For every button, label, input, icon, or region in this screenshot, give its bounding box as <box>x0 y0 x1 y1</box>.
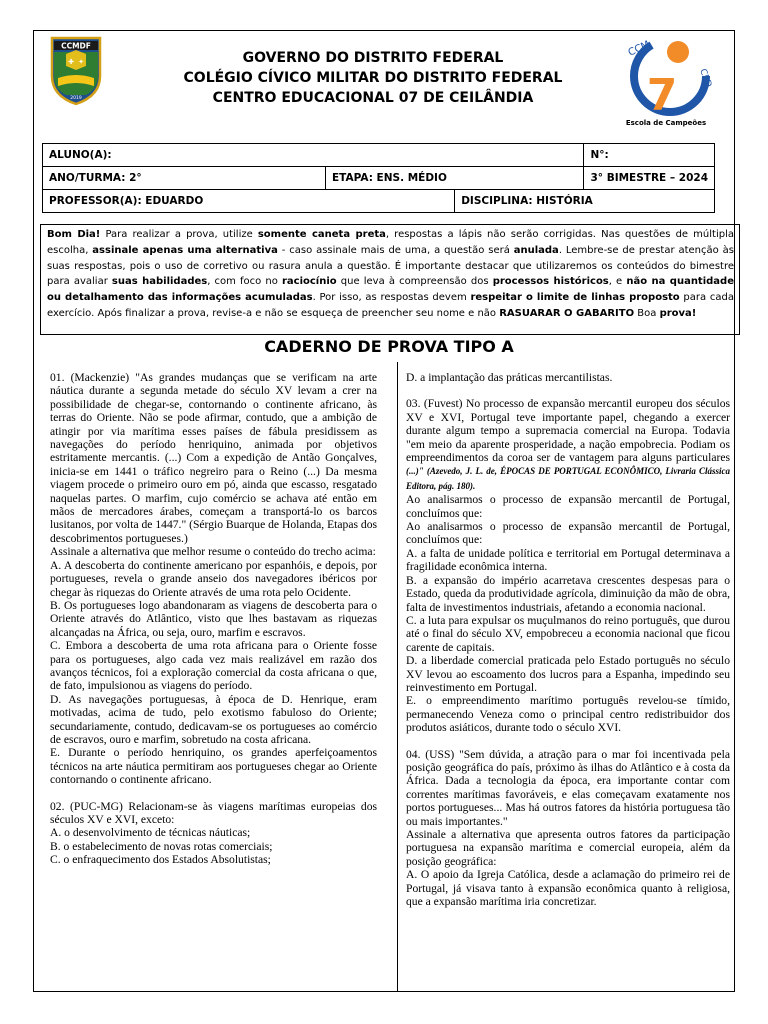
exam-instructions: Bom Dia! Para realizar a prova, utilize somente caneta preta, respostas a lápis não serão corrigidas. Nas questões de múltipla escolha, assinale apenas uma alternativa - caso assinale mais de uma, a questão será anulada. Lembre-se de prestar atenção às suas respostas, pois o uso de corretivo ou rasura anula a questão. É importante destacar que utilizaremos os conteúdos do bimestre para avaliar suas habilidades, com foco no raciocínio que leva à compreensão dos processos históricos, e não na quantidade ou detalhamento das informações acumuladas. Por isso, as respostas devem respeitar o limite de linhas proposto para cada exercício. Após finalizar a prova, revise-a e não se esqueça de preencher seu nome e não RASUARAR O GABARITO Boa prova! <box>40 224 740 335</box>
question-3-option-d[interactable]: D. a liberdade comercial praticada pelo Estado português no século XV levou ao escoamento dos lucros para a Espanha, impedindo seu reinvestimento em Portugal. <box>406 654 730 694</box>
question-3 <box>406 397 730 734</box>
question-4-stem: 04. (USS) "Sem dúvida, a atração para o mar foi incentivada pela posição geográfica do país, próximo às ilhas do Atlântico e à costa da África. Dada a tecnologia da época, era importante contar com correntes marítimas favoráveis, e elas começavam exatamente nos portos portugueses... Mas há outros fatores da história portuguesa tão ou mais importantes." <box>406 747 730 828</box>
svg-text:Escola de Campeões: Escola de Campeões <box>625 119 707 127</box>
question-3-citation: (...)" (Azevedo, J. L. de, ÉPOCAS DE PORTUGAL ECONÔMICO, Livraria Clássica Editora, pág. 180). <box>406 466 730 491</box>
left-column <box>50 371 377 867</box>
question-2-option-b[interactable]: B. o estabelecimento de novas rotas comerciais; <box>50 839 273 853</box>
subject-field: DISCIPLINA: HISTÓRIA <box>455 190 715 213</box>
question-1-option-e[interactable]: E. Durante o período henriquino, os grandes aperfeiçoamentos técnicos na arte náutica permitiram aos portugueses chegar ao Oriente contornando o continente africano. <box>50 746 377 787</box>
question-2-option-a[interactable]: A. o desenvolvimento de técnicas náuticas; <box>50 826 251 840</box>
ced07-logo <box>608 28 716 128</box>
column-divider <box>397 362 398 992</box>
question-2-option-c[interactable]: C. o enfraquecimento dos Estados Absolutistas; <box>50 853 271 867</box>
question-1 <box>50 371 377 787</box>
question-1-stem: 01. (Mackenzie) "As grandes mudanças que se verificam na arte náutica durante a segunda metade do século XV levam a crer na possibilidade de chegar-se, contornando o continente africano, às terras do Oriente. Não se pode afirmar, contudo, que a ambição de atingir por via marítima esses países de fábula presidissem as navegações do período henriquino, animada por objetivos estritamente mercantis. (...) Com a expedição de Antão Gonçalves, inicia-se em 1441 o tráfico negreiro para o Reino (...) Da mesma viagem procede o primeiro ouro em pó, ainda que escasso, resgatado naquelas partes. O marfim, cujo comércio se achava até então em mãos de mercadores árabes, começam a transportá-lo os barcos lusitanos, por volta de 1447." (Sérgio Buarque de Holanda, Etapas dos descobrimentos portugueses.) <box>50 371 377 545</box>
svg-text:7: 7 <box>646 70 678 121</box>
bimester-field: 3° BIMESTRE – 2024 <box>584 167 715 190</box>
stage-field: ETAPA: ENS. MÉDIO <box>326 167 584 190</box>
teacher-field: PROFESSOR(A): EDUARDO <box>43 190 455 213</box>
question-3-stem: 03. (Fuvest) No processo de expansão mercantil europeu dos séculos XV e XVI, Portugal teve importante papel, chegando a exercer durante algum tempo a supremacia comercial na Europa. Todavia "em meio da aparente prosperidade, a nação empobrecia. Podiam os empreendimentos da coroa ser de vantagem para alguns particulares (...)" (Azevedo, J. L. de, ÉPOCAS DE PORTUGAL ECONÔMICO, Livraria Clássica Editora, pág. 180). <box>406 397 730 491</box>
svg-text:CCMDF: CCMDF <box>61 41 91 51</box>
question-4 <box>406 748 730 909</box>
question-3-option-a[interactable]: A. a falta de unidade política e territorial em Portugal determinava a fragilidade econômica interna. <box>406 546 730 574</box>
question-2 <box>50 800 377 867</box>
question-3-option-e[interactable]: E. o empreendimento marítimo português revelou-se tímido, permanecendo Veneza como o principal centro redistribuidor dos produtos asiáticos, durante todo o século XVI. <box>406 694 730 735</box>
student-info-table <box>42 143 715 213</box>
student-name-field[interactable]: ALUNO(A): <box>43 144 584 167</box>
right-column <box>406 371 730 908</box>
question-1-option-b[interactable]: B. Os portugueses logo abandonaram as viagens de descoberta para o Oriente através do Atlântico, visto que lhes bastavam as riquezas alcançadas na África, ou seja, ouro, marfim e escravos. <box>50 598 377 639</box>
svg-text:2019: 2019 <box>70 96 82 101</box>
svg-text:✚: ✚ <box>68 58 74 66</box>
exam-title: CADERNO DE PROVA TIPO A <box>264 337 514 356</box>
question-3-command-repeat: Ao analisarmos o processo de expansão mercantil de Portugal, concluímos que: <box>406 520 730 547</box>
svg-text:CCM: CCM <box>626 39 652 59</box>
question-2-stem: 02. (PUC-MG) Relacionam-se às viagens marítimas europeias dos séculos XV e XVI, exceto: <box>50 799 377 826</box>
question-1-option-a[interactable]: A. A descoberta do continente americano por espanhóis, e depois, por portugueses, revela o grande anseio dos navegadores ibéricos por chegar às riquezas do Oriente através de uma rota pelo Ocidente. <box>50 558 377 599</box>
header-line-college: COLÉGIO CÍVICO MILITAR DO DISTRITO FEDERAL <box>183 70 563 86</box>
student-number-field[interactable]: N°: <box>584 144 715 167</box>
school-header <box>150 48 596 108</box>
ccmdf-shield-logo <box>48 36 104 106</box>
question-4-command: Assinale a alternativa que apresenta outros fatores da participação portuguesa na expansão marítima e comercial europeia, além da posição geográfica: <box>406 828 730 868</box>
question-1-option-d[interactable]: D. As navegações portuguesas, à época de D. Henrique, eram motivadas, acima de tudo, pelo exotismo fabuloso do Oriente; secundariamente, contudo, dedicavam-se os portugueses ao comércio de escravos, ouro e marfim, sobretudo na costa africana. <box>50 692 377 746</box>
header-line-government: GOVERNO DO DISTRITO FEDERAL <box>242 50 504 66</box>
svg-text:✦: ✦ <box>78 58 84 66</box>
header-line-center: CENTRO EDUCACIONAL 07 DE CEILÂNDIA <box>212 90 534 106</box>
question-2-option-d[interactable]: D. a implantação das práticas mercantilistas. <box>406 371 613 384</box>
question-3-command: Ao analisarmos o processo de expansão mercantil de Portugal, concluímos que: <box>406 493 730 520</box>
question-1-command: Assinale a alternativa que melhor resume o conteúdo do trecho acima: <box>50 545 376 559</box>
question-4-option-a[interactable]: A. O apoio da Igreja Católica, desde a aclamação do primeiro rei de Portugal, já visava tanto à expansão econômica quanto à religiosa, que a expansão marítima iria concretizar. <box>406 868 730 909</box>
year-class-field[interactable]: ANO/TURMA: 2° <box>43 167 326 190</box>
question-1-option-c[interactable]: C. Embora a descoberta de uma rota africana para o Oriente fosse para os portugueses, algo cada vez mais realizável em razão dos avanços técnicos, foi a exploração comercial da costa africana o que, de fato, impulsionou as viagens do período. <box>50 639 377 693</box>
svg-text:CED: CED <box>697 67 714 89</box>
question-3-option-c[interactable]: C. a luta para expulsar os muçulmanos do reino português, que durou até o final do século XV, empobreceu a economia nacional que ficou carente de capitais. <box>406 613 730 654</box>
question-3-option-b[interactable]: B. a expansão do império acarretava crescentes despesas para o Estado, queda da produtividade agrícola, diminuição da mão de obra, falta de investimentos industriais, afetando a economia nacional. <box>406 573 730 614</box>
